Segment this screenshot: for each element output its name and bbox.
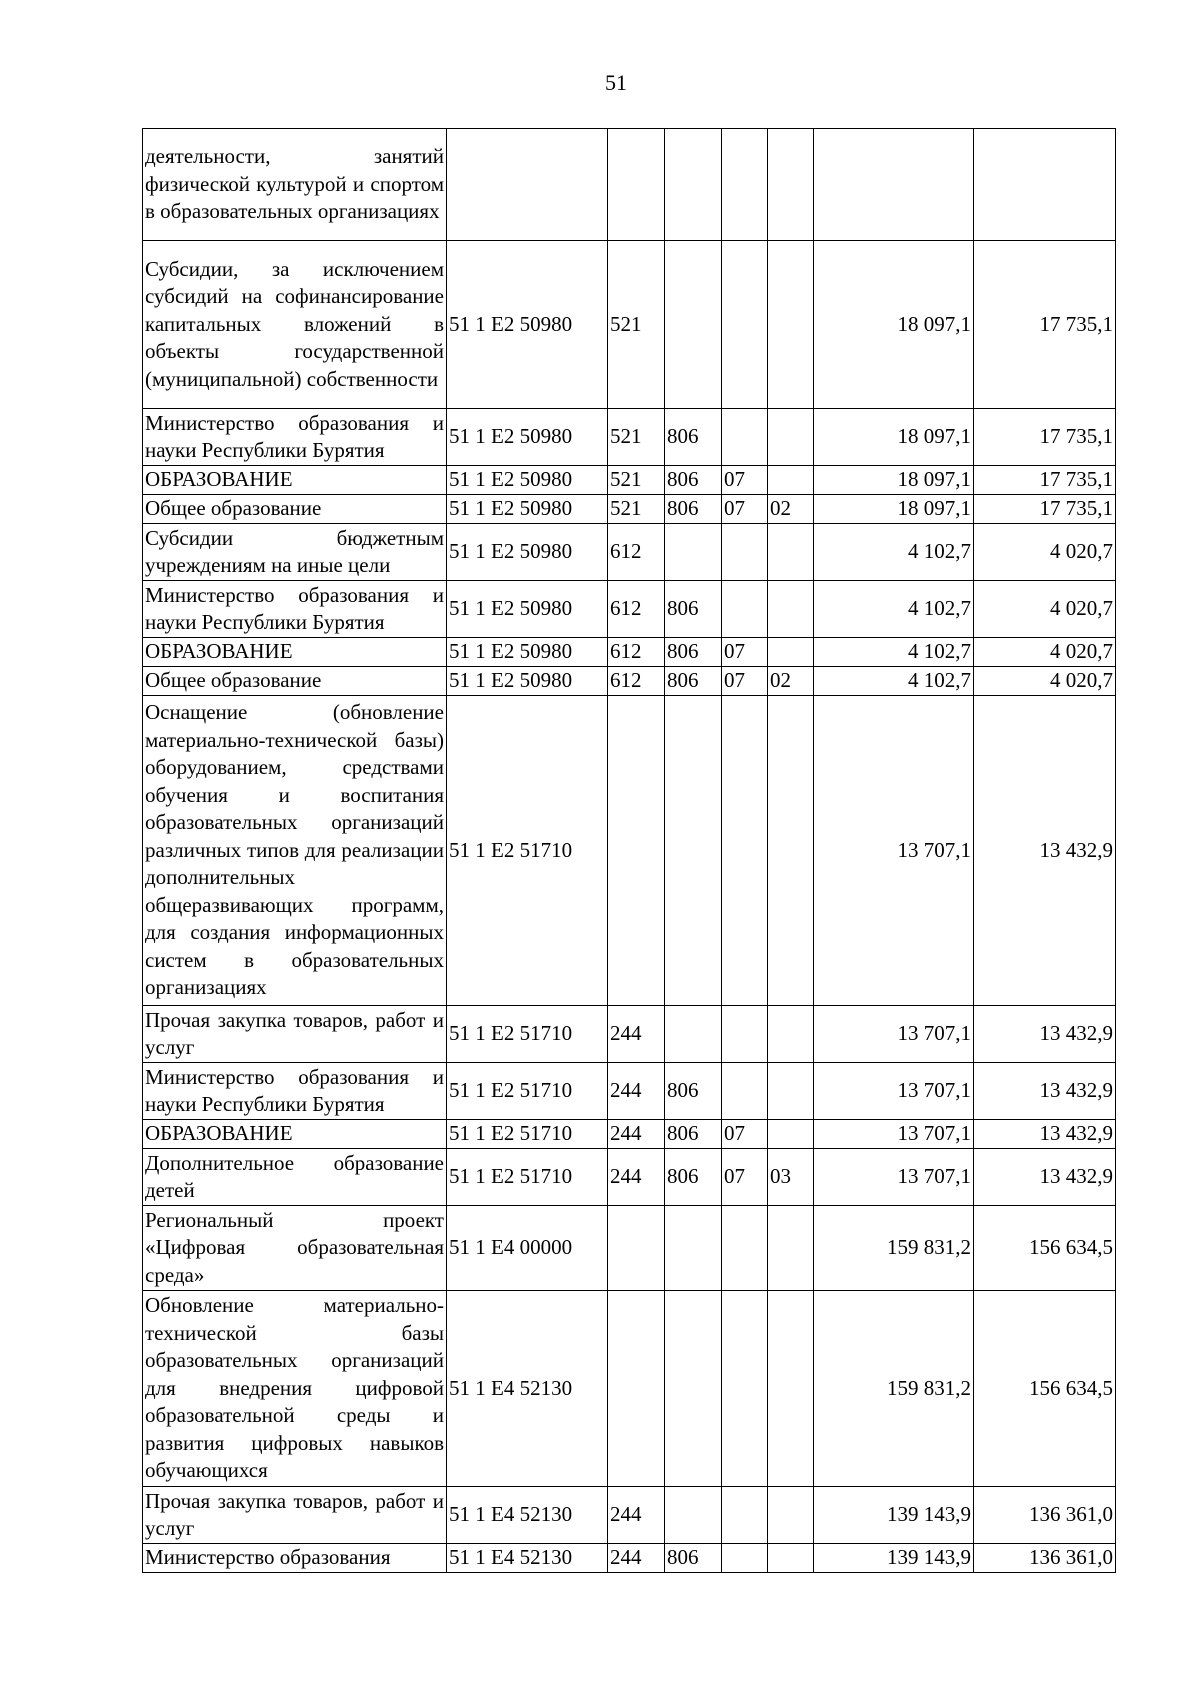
ministry-code-cell <box>665 1006 722 1063</box>
expense-type-cell: 244 <box>608 1120 665 1149</box>
row-name-cell: Дополнительное образование детей <box>143 1149 447 1206</box>
section-cell <box>722 696 768 1006</box>
subsection-cell <box>768 466 814 495</box>
ministry-code-cell <box>665 1487 722 1544</box>
amount-year2-cell: 156 634,5 <box>974 1206 1116 1291</box>
target-article-cell: 51 1 E4 52130 <box>447 1487 608 1544</box>
table-body <box>143 129 1116 1573</box>
amount-year2-cell: 136 361,0 <box>974 1544 1116 1573</box>
target-article-cell: 51 1 E2 50980 <box>447 409 608 466</box>
amount-year1-cell: 4 102,7 <box>814 581 974 638</box>
ministry-code-cell <box>665 1291 722 1487</box>
row-name-cell: Обновление материально-технической базы образовательных организаций для внедрения цифровой образовательной среды и развития цифровых навыков обучающихся <box>143 1291 447 1487</box>
target-article-cell: 51 1 E2 51710 <box>447 696 608 1006</box>
amount-year1-cell: 13 707,1 <box>814 1063 974 1120</box>
expense-type-cell: 612 <box>608 638 665 667</box>
amount-year1-cell: 18 097,1 <box>814 495 974 524</box>
target-article-cell: 51 1 E4 52130 <box>447 1544 608 1573</box>
subsection-cell <box>768 581 814 638</box>
subsection-cell <box>768 524 814 581</box>
amount-year2-cell: 4 020,7 <box>974 581 1116 638</box>
row-name-cell: Министерство образования и науки Республики Бурятия <box>143 1063 447 1120</box>
row-name-cell: Общее образование <box>143 495 447 524</box>
table-row <box>143 1149 1116 1206</box>
amount-year2-cell: 17 735,1 <box>974 466 1116 495</box>
subsection-cell: 03 <box>768 1149 814 1206</box>
ministry-code-cell: 806 <box>665 1063 722 1120</box>
target-article-cell <box>447 129 608 241</box>
target-article-cell: 51 1 E2 51710 <box>447 1006 608 1063</box>
amount-year1-cell: 18 097,1 <box>814 241 974 409</box>
amount-year2-cell: 17 735,1 <box>974 409 1116 466</box>
amount-year1-cell: 4 102,7 <box>814 667 974 696</box>
table-row <box>143 1006 1116 1063</box>
amount-year2-cell: 156 634,5 <box>974 1291 1116 1487</box>
ministry-code-cell <box>665 524 722 581</box>
ministry-code-cell: 806 <box>665 581 722 638</box>
expense-type-cell <box>608 696 665 1006</box>
subsection-cell: 02 <box>768 495 814 524</box>
row-name-cell: Министерство образования и науки Республики Бурятия <box>143 581 447 638</box>
subsection-cell <box>768 1063 814 1120</box>
table-row <box>143 129 1116 241</box>
table-row <box>143 1291 1116 1487</box>
amount-year1-cell: 139 143,9 <box>814 1544 974 1573</box>
amount-year2-cell: 13 432,9 <box>974 1149 1116 1206</box>
section-cell <box>722 1544 768 1573</box>
expense-type-cell: 612 <box>608 581 665 638</box>
expense-type-cell: 244 <box>608 1544 665 1573</box>
section-cell: 07 <box>722 1149 768 1206</box>
amount-year1-cell: 13 707,1 <box>814 1120 974 1149</box>
amount-year1-cell: 18 097,1 <box>814 466 974 495</box>
row-name-cell: деятельности, занятий физической культурой и спортом в образовательных организациях <box>143 129 447 241</box>
ministry-code-cell <box>665 696 722 1006</box>
subsection-cell <box>768 1544 814 1573</box>
section-cell <box>722 524 768 581</box>
row-name-cell: Министерство образования и науки Республики Бурятия <box>143 409 447 466</box>
section-cell <box>722 241 768 409</box>
amount-year1-cell: 13 707,1 <box>814 696 974 1006</box>
row-name-cell: ОБРАЗОВАНИЕ <box>143 1120 447 1149</box>
section-cell <box>722 1291 768 1487</box>
table-row <box>143 581 1116 638</box>
target-article-cell: 51 1 E2 50980 <box>447 524 608 581</box>
budget-table <box>142 128 1116 1573</box>
amount-year2-cell: 4 020,7 <box>974 667 1116 696</box>
section-cell: 07 <box>722 495 768 524</box>
row-name-cell: Прочая закупка товаров, работ и услуг <box>143 1006 447 1063</box>
expense-type-cell: 612 <box>608 524 665 581</box>
expense-type-cell: 521 <box>608 466 665 495</box>
amount-year1-cell <box>814 129 974 241</box>
target-article-cell: 51 1 E2 50980 <box>447 667 608 696</box>
subsection-cell <box>768 129 814 241</box>
target-article-cell: 51 1 E2 50980 <box>447 638 608 667</box>
subsection-cell <box>768 696 814 1006</box>
section-cell: 07 <box>722 466 768 495</box>
amount-year2-cell: 13 432,9 <box>974 1006 1116 1063</box>
amount-year2-cell: 13 432,9 <box>974 696 1116 1006</box>
table-row <box>143 1120 1116 1149</box>
amount-year1-cell: 18 097,1 <box>814 409 974 466</box>
amount-year1-cell: 159 831,2 <box>814 1291 974 1487</box>
target-article-cell: 51 1 E2 50980 <box>447 581 608 638</box>
table-row <box>143 524 1116 581</box>
ministry-code-cell: 806 <box>665 1544 722 1573</box>
table-row <box>143 409 1116 466</box>
amount-year1-cell: 4 102,7 <box>814 638 974 667</box>
table-row <box>143 466 1116 495</box>
section-cell <box>722 129 768 241</box>
table-row <box>143 1206 1116 1291</box>
target-article-cell: 51 1 E2 51710 <box>447 1120 608 1149</box>
subsection-cell <box>768 1120 814 1149</box>
amount-year2-cell: 136 361,0 <box>974 1487 1116 1544</box>
amount-year1-cell: 13 707,1 <box>814 1006 974 1063</box>
table-row <box>143 1487 1116 1544</box>
target-article-cell: 51 1 E2 50980 <box>447 495 608 524</box>
expense-type-cell: 244 <box>608 1149 665 1206</box>
section-cell: 07 <box>722 638 768 667</box>
amount-year1-cell: 13 707,1 <box>814 1149 974 1206</box>
table-row <box>143 241 1116 409</box>
expense-type-cell: 521 <box>608 409 665 466</box>
amount-year1-cell: 159 831,2 <box>814 1206 974 1291</box>
ministry-code-cell: 806 <box>665 495 722 524</box>
table-row <box>143 638 1116 667</box>
ministry-code-cell: 806 <box>665 1120 722 1149</box>
section-cell <box>722 1006 768 1063</box>
ministry-code-cell <box>665 1206 722 1291</box>
ministry-code-cell <box>665 129 722 241</box>
ministry-code-cell: 806 <box>665 466 722 495</box>
row-name-cell: Региональный проект «Цифровая образовательная среда» <box>143 1206 447 1291</box>
row-name-cell: Субсидии, за исключением субсидий на софинансирование капитальных вложений в объекты государственной (муниципальной) собственности <box>143 241 447 409</box>
expense-type-cell <box>608 1206 665 1291</box>
amount-year2-cell: 17 735,1 <box>974 495 1116 524</box>
amount-year1-cell: 4 102,7 <box>814 524 974 581</box>
row-name-cell: ОБРАЗОВАНИЕ <box>143 638 447 667</box>
target-article-cell: 51 1 E4 00000 <box>447 1206 608 1291</box>
amount-year2-cell: 13 432,9 <box>974 1063 1116 1120</box>
subsection-cell <box>768 638 814 667</box>
subsection-cell <box>768 409 814 466</box>
ministry-code-cell: 806 <box>665 638 722 667</box>
section-cell <box>722 1487 768 1544</box>
row-name-cell: Оснащение (обновление материально-технической базы) оборудованием, средствами обучения и воспитания образовательных организаций различных типов для реализации дополнительных общеразвивающих программ, для создания информационных систем в образовательных организациях <box>143 696 447 1006</box>
expense-type-cell <box>608 1291 665 1487</box>
section-cell: 07 <box>722 667 768 696</box>
expense-type-cell: 521 <box>608 241 665 409</box>
expense-type-cell: 244 <box>608 1487 665 1544</box>
table-row <box>143 495 1116 524</box>
section-cell <box>722 1206 768 1291</box>
ministry-code-cell <box>665 241 722 409</box>
expense-type-cell <box>608 129 665 241</box>
amount-year1-cell: 139 143,9 <box>814 1487 974 1544</box>
table-row <box>143 667 1116 696</box>
row-name-cell: Прочая закупка товаров, работ и услуг <box>143 1487 447 1544</box>
page-number: 51 <box>605 70 627 95</box>
row-name-cell: Субсидии бюджетным учреждениям на иные цели <box>143 524 447 581</box>
section-cell <box>722 581 768 638</box>
subsection-cell <box>768 1487 814 1544</box>
amount-year2-cell: 17 735,1 <box>974 241 1116 409</box>
expense-type-cell: 244 <box>608 1006 665 1063</box>
ministry-code-cell: 806 <box>665 667 722 696</box>
row-name-cell: Министерство образования <box>143 1544 447 1573</box>
table-row <box>143 1063 1116 1120</box>
subsection-cell <box>768 1006 814 1063</box>
target-article-cell: 51 1 E2 51710 <box>447 1063 608 1120</box>
target-article-cell: 51 1 E2 51710 <box>447 1149 608 1206</box>
expense-type-cell: 521 <box>608 495 665 524</box>
expense-type-cell: 612 <box>608 667 665 696</box>
expense-type-cell: 244 <box>608 1063 665 1120</box>
table-row <box>143 696 1116 1006</box>
section-cell: 07 <box>722 1120 768 1149</box>
section-cell <box>722 409 768 466</box>
amount-year2-cell: 13 432,9 <box>974 1120 1116 1149</box>
amount-year2-cell: 4 020,7 <box>974 638 1116 667</box>
target-article-cell: 51 1 E2 50980 <box>447 466 608 495</box>
row-name-cell: ОБРАЗОВАНИЕ <box>143 466 447 495</box>
ministry-code-cell: 806 <box>665 409 722 466</box>
amount-year2-cell <box>974 129 1116 241</box>
subsection-cell <box>768 241 814 409</box>
section-cell <box>722 1063 768 1120</box>
target-article-cell: 51 1 E4 52130 <box>447 1291 608 1487</box>
ministry-code-cell: 806 <box>665 1149 722 1206</box>
subsection-cell <box>768 1206 814 1291</box>
amount-year2-cell: 4 020,7 <box>974 524 1116 581</box>
target-article-cell: 51 1 E2 50980 <box>447 241 608 409</box>
row-name-cell: Общее образование <box>143 667 447 696</box>
subsection-cell <box>768 1291 814 1487</box>
subsection-cell: 02 <box>768 667 814 696</box>
table-row <box>143 1544 1116 1573</box>
